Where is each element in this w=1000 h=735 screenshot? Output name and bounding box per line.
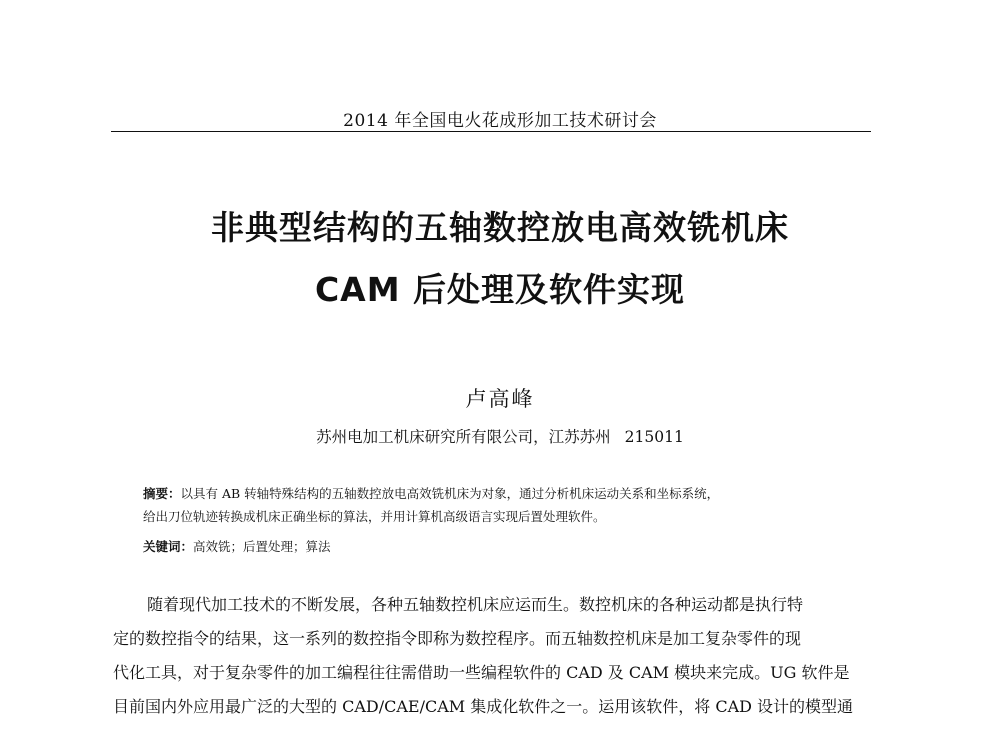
body-line: 定的数控指令的结果，这一系列的数控指令即称为数控程序。而五轴数控机床是加工复杂零件的现 <box>113 629 802 648</box>
body-paragraph <box>113 588 878 724</box>
paper-title <box>0 197 1000 321</box>
abstract-line-1: 以具有 AB 转轴特殊结构的五轴数控放电高效铣机床为对象，通过分析机床运动关系和坐标系统， <box>180 486 720 501</box>
abstract-line-2: 给出刀位轨迹转换成机床正确坐标的算法，并用计算机高级语言实现后置处理软件。 <box>143 509 606 524</box>
author-name: 卢高峰 <box>465 387 535 411</box>
keywords-text: 高效铣；后置处理；算法 <box>193 539 331 554</box>
keywords-label: 关键词： <box>143 539 194 554</box>
header-divider <box>111 131 871 132</box>
body-line: 目前国内外应用最广泛的大型的 CAD/CAE/CAM 集成化软件之一。运用该软件，将 CAD 设计的模型通 <box>113 697 854 716</box>
keywords <box>143 537 863 557</box>
abstract <box>143 482 863 528</box>
body-line: 随着现代加工技术的不断发展，各种五轴数控机床应运而生。数控机床的各种运动都是执行特 <box>147 595 804 614</box>
affiliation-org: 苏州电加工机床研究所有限公司，江苏苏州 <box>316 428 611 446</box>
body-line: 代化工具，对于复杂零件的加工编程往往需借助一些编程软件的 CAD 及 CAM 模块来完成。UG 软件是 <box>113 663 850 682</box>
affiliation-postcode: 215011 <box>624 428 684 446</box>
abstract-label: 摘要： <box>143 486 181 501</box>
affiliation <box>0 425 1000 447</box>
running-header: 2014 年全国电火花成形加工技术研讨会 <box>343 111 657 131</box>
title-line-1: 非典型结构的五轴数控放电高效铣机床 <box>211 208 789 247</box>
title-line-2: CAM 后处理及软件实现 <box>314 270 686 309</box>
